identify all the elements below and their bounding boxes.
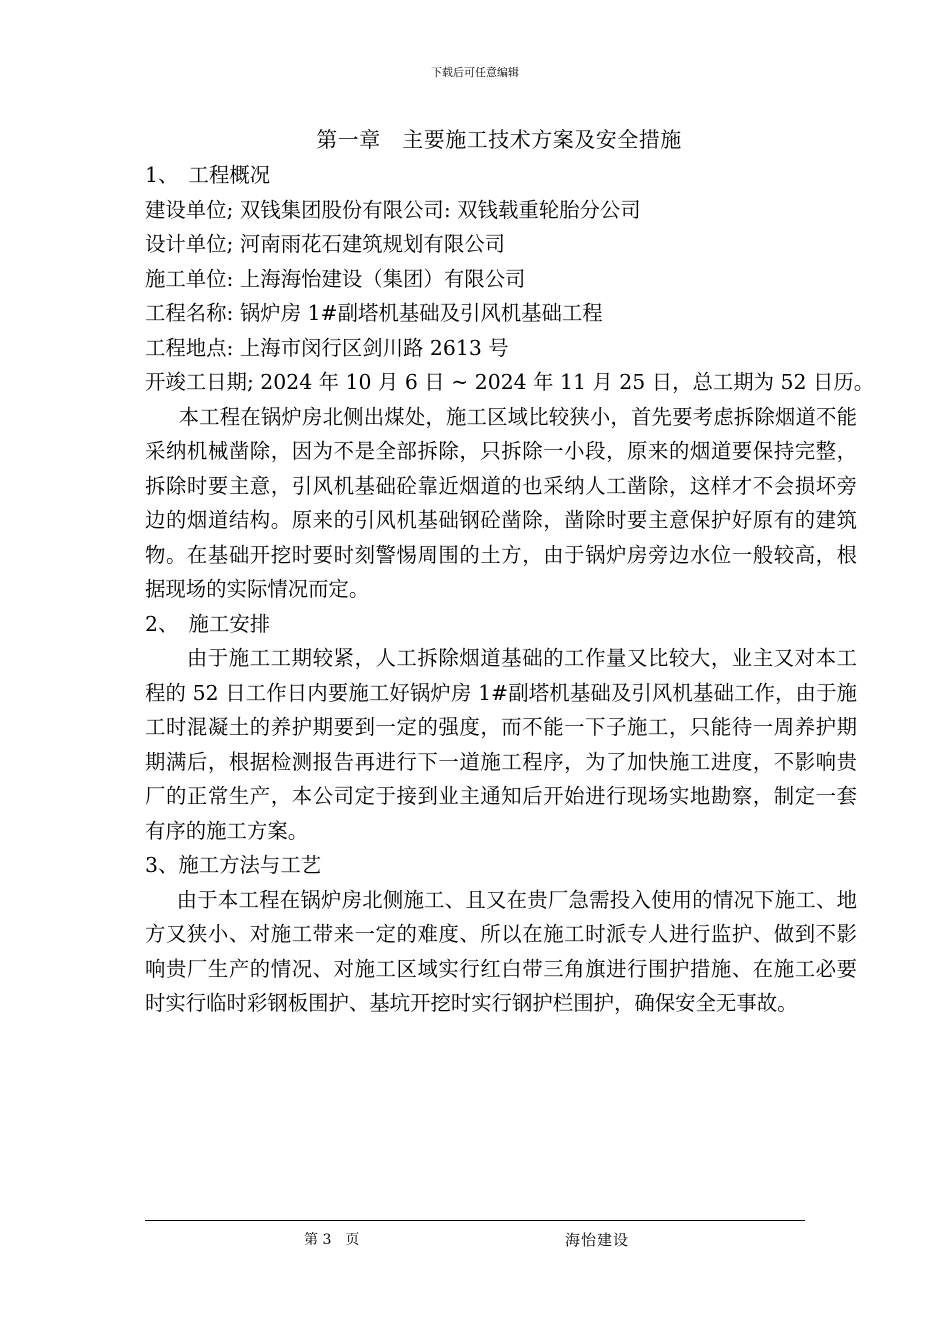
footer-divider	[145, 1220, 805, 1221]
arrangement-paragraph: 由于施工工期较紧，人工拆除烟道基础的工作量又比较大，业主又对本工程的 52 日工作日内要施工好锅炉房 1#副塔机基础及引风机基础工作，由于施工时混凝土的养护期要到一定的强度，而不能一下子施工，只能待一周养护期期满后，根据检测报告再进行下一道施工程序，为了加快施工进度，不影响贵厂的正常生产，本公司定于接到业主通知后开始进行现场实地勘察，制定一套有序的施工方案。	[145, 646, 857, 843]
chapter-title: 第一章 主要施工技术方案及安全措施	[316, 128, 682, 152]
footer-company-name: 海怡建设	[565, 1231, 630, 1249]
section-heading-arrangement: 2、 施工安排	[145, 611, 271, 636]
section-heading-overview: 1、 工程概况	[145, 163, 271, 187]
field-designer: 设计单位; 河南雨花石建筑规划有限公司	[145, 232, 505, 256]
document-body	[145, 158, 875, 1021]
field-location: 工程地点: 上海市闵行区剑川路 2613 号	[145, 335, 509, 360]
field-contractor: 施工单位: 上海海怡建设（集团）有限公司	[145, 266, 526, 291]
field-schedule: 开竣工日期; 2024 年 10 月 6 日 ~ 2024 年 11 月 25 日，总工期为 52 日历。	[145, 370, 875, 394]
footer-page-number: 第 3 页	[304, 1232, 360, 1248]
header-note: 下载后可任意编辑	[431, 66, 519, 79]
section-heading-method: 3、施工方法与工艺	[145, 853, 322, 877]
overview-paragraph: 本工程在锅炉房北侧出煤处，施工区域比较狭小，首先要考虑拆除烟道不能采纳机械凿除，因为不是全部拆除，只拆除一小段，原来的烟道要保持完整，拆除时要主意，引风机基础砼靠近烟道的也采纳人工凿除，这样才不会损坏旁边的烟道结构。原来的引风机基础钢砼凿除，凿除时要主意保护好原有的建筑物。在基础开挖时要时刻警惕周围的土方，由于锅炉房旁边水位一般较高，根据现场的实际情况而定。	[145, 404, 857, 601]
field-client: 建设单位; 双钱集团股份有限公司: 双钱载重轮胎分公司	[145, 197, 641, 222]
method-paragraph: 由于本工程在锅炉房北侧施工、且又在贵厂急需投入使用的情况下施工、地方又狭小、对施工带来一定的难度、所以在施工时派专人进行监护、做到不影响贵厂生产的情况、对施工区域实行红白带三角旗进行围护措施、在施工必要时实行临时彩钢板围护、基坑开挖时实行钢护栏围护，确保安全无事故。	[145, 887, 857, 1015]
field-project-name: 工程名称: 锅炉房 1#副塔机基础及引风机基础工程	[145, 301, 603, 325]
